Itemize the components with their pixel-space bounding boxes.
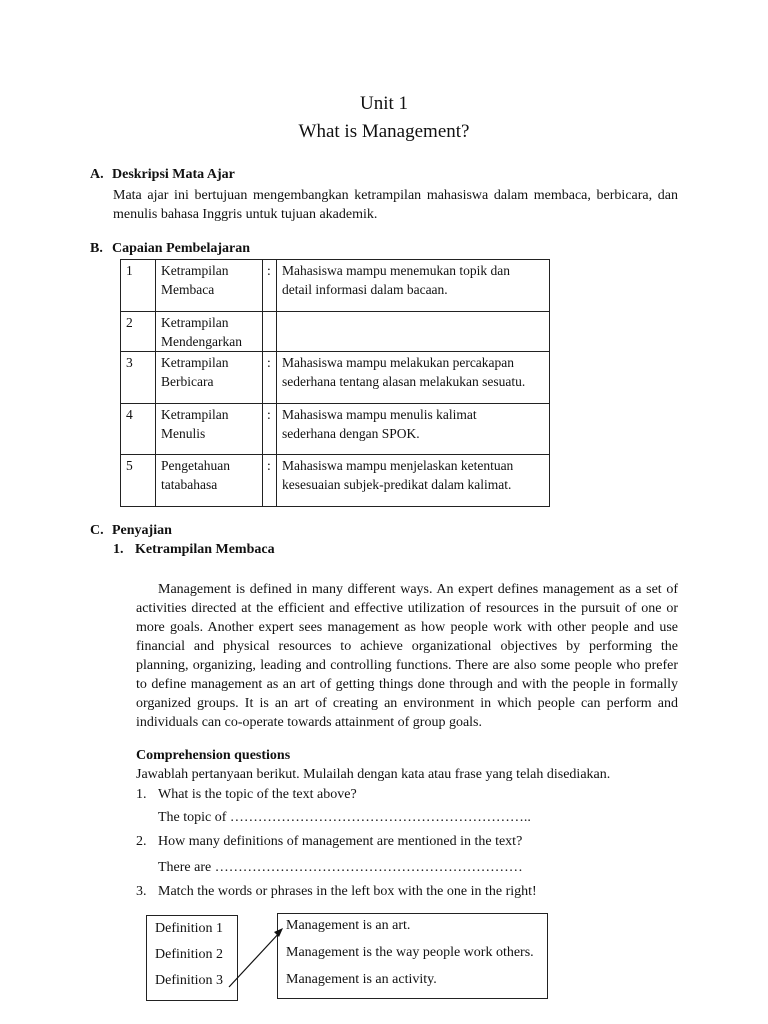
section-c-heading bbox=[90, 523, 172, 539]
section-b-heading bbox=[90, 241, 250, 257]
skill-line: Mendengarkan bbox=[161, 334, 242, 349]
statement-item[interactable]: Management is an activity. bbox=[286, 972, 437, 987]
statement-item[interactable]: Management is an art. bbox=[286, 918, 411, 933]
answer-line-2[interactable]: There are ………………………………………………………… bbox=[158, 860, 523, 875]
description-line: Mahasiswa mampu menemukan topik dan bbox=[282, 263, 510, 278]
answer-line-1[interactable]: The topic of ……………………………………………………….. bbox=[158, 810, 531, 825]
row-number: 5 bbox=[121, 455, 156, 507]
subsection-heading bbox=[113, 542, 275, 558]
section-c-letter: C. bbox=[90, 523, 104, 538]
definition-item[interactable]: Definition 1 bbox=[155, 921, 224, 936]
question-1 bbox=[136, 787, 357, 803]
subsection-title: Ketrampilan Membaca bbox=[135, 542, 275, 557]
row-number: 3 bbox=[121, 352, 156, 404]
skill-line: Ketrampilan bbox=[161, 407, 229, 422]
description-line: sederhana dengan SPOK. bbox=[282, 426, 420, 441]
question-number: 1. bbox=[136, 787, 147, 802]
section-a-line-1: Mata ajar ini bertujuan mengembangkan ketrampilan mahasiswa dalam membaca, berbicara, dan bbox=[113, 188, 678, 203]
skill-line: Ketrampilan bbox=[161, 315, 229, 330]
skill-cell bbox=[156, 404, 263, 455]
definition-item[interactable]: Definition 3 bbox=[155, 973, 224, 988]
learning-outcomes-table bbox=[120, 259, 550, 507]
question-number: 2. bbox=[136, 834, 147, 849]
comprehension-instruction: Jawablah pertanyaan berikut. Mulailah dengan kata atau frase yang telah disediakan. bbox=[136, 767, 611, 782]
skill-line: Membaca bbox=[161, 282, 215, 297]
skill-line: tatabahasa bbox=[161, 477, 218, 492]
colon-cell: : bbox=[263, 352, 277, 404]
row-number: 1 bbox=[121, 260, 156, 312]
definitions-box bbox=[146, 915, 238, 1001]
row-number: 2 bbox=[121, 312, 156, 352]
description-line: Mahasiswa mampu menulis kalimat bbox=[282, 407, 477, 422]
section-a-line-2: menulis bahasa Inggris untuk tujuan akademik. bbox=[113, 207, 378, 222]
question-text: Match the words or phrases in the left box with the one in the right! bbox=[158, 884, 537, 899]
question-number: 3. bbox=[136, 884, 147, 899]
section-a-heading bbox=[90, 167, 235, 183]
skill-line: Berbicara bbox=[161, 374, 214, 389]
colon-cell bbox=[263, 312, 277, 352]
colon-cell: : bbox=[263, 404, 277, 455]
skill-line: Ketrampilan bbox=[161, 263, 229, 278]
question-text: How many definitions of management are mentioned in the text? bbox=[158, 834, 523, 849]
section-b-letter: B. bbox=[90, 241, 103, 256]
question-text: What is the topic of the text above? bbox=[158, 787, 357, 802]
description-cell bbox=[277, 352, 550, 404]
description-line: kesesuaian subjek-predikat dalam kalimat. bbox=[282, 477, 512, 492]
row-number: 4 bbox=[121, 404, 156, 455]
statement-item[interactable]: Management is the way people work others. bbox=[286, 945, 534, 960]
description-line: Mahasiswa mampu menjelaskan ketentuan bbox=[282, 458, 514, 473]
statements-box bbox=[277, 913, 548, 999]
description-cell bbox=[277, 260, 550, 312]
skill-cell bbox=[156, 312, 263, 352]
reading-passage: Management is defined in many different ways. An expert defines management as a set of activities directed at the efficient and effective utilization of resources in the pursuit of one or more goals. Another expert sees management as how people work with other people and use financial and physical resources to achieve organizational objectives by performing the planning, organizing, leading and controlling functions. There are also some people who prefer to define management as an art of getting things done through and with the people in formally organized groups. It is an art of creating an environment in which people can perform and individuals can co-operate towards attainment of group goals. bbox=[136, 582, 678, 730]
page-title: What is Management? bbox=[298, 121, 470, 142]
table-row bbox=[121, 312, 550, 352]
subsection-number: 1. bbox=[113, 542, 124, 557]
question-3 bbox=[136, 884, 537, 900]
section-a-letter: A. bbox=[90, 167, 104, 182]
description-line: Mahasiswa mampu melakukan percakapan bbox=[282, 355, 515, 370]
table-row bbox=[121, 404, 550, 455]
comprehension-heading: Comprehension questions bbox=[136, 748, 291, 763]
section-c-title: Penyajian bbox=[112, 523, 172, 538]
definition-item[interactable]: Definition 2 bbox=[155, 947, 224, 962]
table-row bbox=[121, 352, 550, 404]
section-b-title: Capaian Pembelajaran bbox=[112, 241, 251, 256]
skill-line: Ketrampilan bbox=[161, 355, 229, 370]
skill-cell bbox=[156, 260, 263, 312]
description-cell bbox=[277, 455, 550, 507]
unit-label: Unit 1 bbox=[359, 93, 409, 114]
table-row bbox=[121, 260, 550, 312]
question-2 bbox=[136, 834, 522, 850]
description-cell bbox=[277, 312, 550, 352]
skill-line: Pengetahuan bbox=[161, 458, 230, 473]
description-cell bbox=[277, 404, 550, 455]
table-row bbox=[121, 455, 550, 507]
description-line: detail informasi dalam bacaan. bbox=[282, 282, 448, 297]
description-line: sederhana tentang alasan melakukan sesuatu. bbox=[282, 374, 526, 389]
colon-cell: : bbox=[263, 260, 277, 312]
skill-cell bbox=[156, 455, 263, 507]
skill-line: Menulis bbox=[161, 426, 206, 441]
colon-cell: : bbox=[263, 455, 277, 507]
section-a-title: Deskripsi Mata Ajar bbox=[112, 167, 235, 182]
skill-cell bbox=[156, 352, 263, 404]
